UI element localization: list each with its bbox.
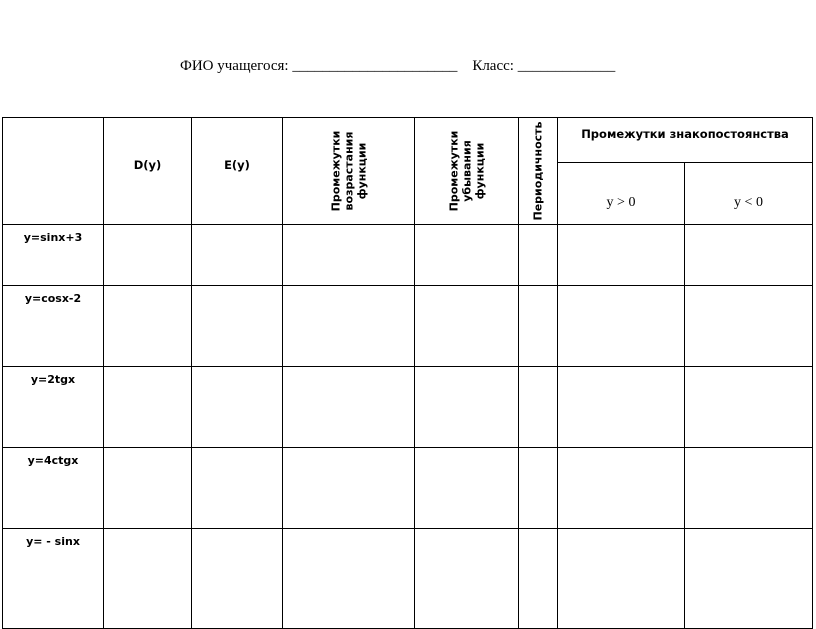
student-name-label: ФИО учащегося: bbox=[180, 58, 289, 74]
table-cell[interactable] bbox=[519, 225, 558, 286]
table-cell[interactable] bbox=[415, 367, 519, 448]
table-cell[interactable] bbox=[415, 448, 519, 529]
table-cell[interactable] bbox=[519, 367, 558, 448]
table-cell[interactable] bbox=[415, 286, 519, 367]
column-header-range bbox=[192, 118, 283, 225]
table-cell[interactable] bbox=[104, 225, 192, 286]
column-header-sign-constancy-text: Промежутки знакопостоянства bbox=[581, 127, 789, 141]
column-header-negative-text: y < 0 bbox=[734, 195, 763, 211]
column-header-positive bbox=[558, 163, 685, 225]
row-label bbox=[3, 367, 104, 448]
table-cell[interactable] bbox=[519, 448, 558, 529]
column-header-periodicity-text: Периодичность bbox=[531, 121, 545, 221]
table-cell[interactable] bbox=[283, 448, 415, 529]
table-cell[interactable] bbox=[415, 529, 519, 629]
table-row bbox=[3, 367, 813, 448]
table-cell[interactable] bbox=[685, 286, 813, 367]
table-cell[interactable] bbox=[104, 367, 192, 448]
function-properties-table bbox=[2, 117, 813, 629]
column-header-increasing bbox=[283, 118, 415, 225]
table-cell[interactable] bbox=[283, 529, 415, 629]
column-header-sign-constancy bbox=[558, 118, 813, 163]
table-cell[interactable] bbox=[519, 529, 558, 629]
table-cell[interactable] bbox=[104, 448, 192, 529]
row-label bbox=[3, 286, 104, 367]
table-cell[interactable] bbox=[558, 225, 685, 286]
table-cell[interactable] bbox=[283, 286, 415, 367]
table-cell[interactable] bbox=[192, 448, 283, 529]
table-cell[interactable] bbox=[283, 225, 415, 286]
table-cell[interactable] bbox=[685, 225, 813, 286]
row-label bbox=[3, 448, 104, 529]
row-label-text: y=sinx+3 bbox=[23, 231, 83, 244]
table-row bbox=[3, 225, 813, 286]
column-header-positive-text: y > 0 bbox=[606, 195, 636, 211]
column-header-domain bbox=[104, 118, 192, 225]
table-cell[interactable] bbox=[192, 529, 283, 629]
table-cell[interactable] bbox=[283, 367, 415, 448]
table-cell[interactable] bbox=[558, 529, 685, 629]
table-row bbox=[3, 529, 813, 629]
column-header-periodicity bbox=[519, 118, 558, 225]
column-header-decreasing bbox=[415, 118, 519, 225]
table-cell[interactable] bbox=[192, 367, 283, 448]
row-label-text: y=cosx-2 bbox=[24, 292, 82, 305]
table-cell[interactable] bbox=[558, 448, 685, 529]
column-header-decreasing-text: Промежутки убывания функции bbox=[447, 130, 486, 212]
table-cell[interactable] bbox=[558, 286, 685, 367]
table-cell[interactable] bbox=[415, 225, 519, 286]
table-cell[interactable] bbox=[104, 286, 192, 367]
table-cell[interactable] bbox=[685, 367, 813, 448]
table-row bbox=[3, 448, 813, 529]
class-label: Класс: bbox=[472, 58, 514, 74]
row-label bbox=[3, 225, 104, 286]
column-header-domain-text: D(y) bbox=[133, 158, 162, 172]
class-blank[interactable]: _____________ bbox=[517, 58, 616, 74]
table-cell[interactable] bbox=[685, 529, 813, 629]
column-header-range-text: E(y) bbox=[224, 158, 250, 172]
row-label-text: y=4ctgx bbox=[27, 454, 79, 467]
table-cell[interactable] bbox=[685, 448, 813, 529]
table-cell[interactable] bbox=[192, 286, 283, 367]
table-cell[interactable] bbox=[104, 529, 192, 629]
table-cell[interactable] bbox=[519, 286, 558, 367]
table-row bbox=[3, 286, 813, 367]
table-cell[interactable] bbox=[558, 367, 685, 448]
row-label bbox=[3, 529, 104, 629]
table-cell[interactable] bbox=[192, 225, 283, 286]
row-label-text: y= - sinx bbox=[26, 535, 80, 548]
student-name-blank[interactable]: ______________________ bbox=[292, 58, 458, 74]
column-header-negative bbox=[685, 163, 813, 225]
row-label-text: y=2tgx bbox=[30, 373, 76, 386]
corner-cell bbox=[3, 118, 104, 225]
column-header-increasing-text: Промежутки возрастания функции bbox=[329, 130, 368, 212]
